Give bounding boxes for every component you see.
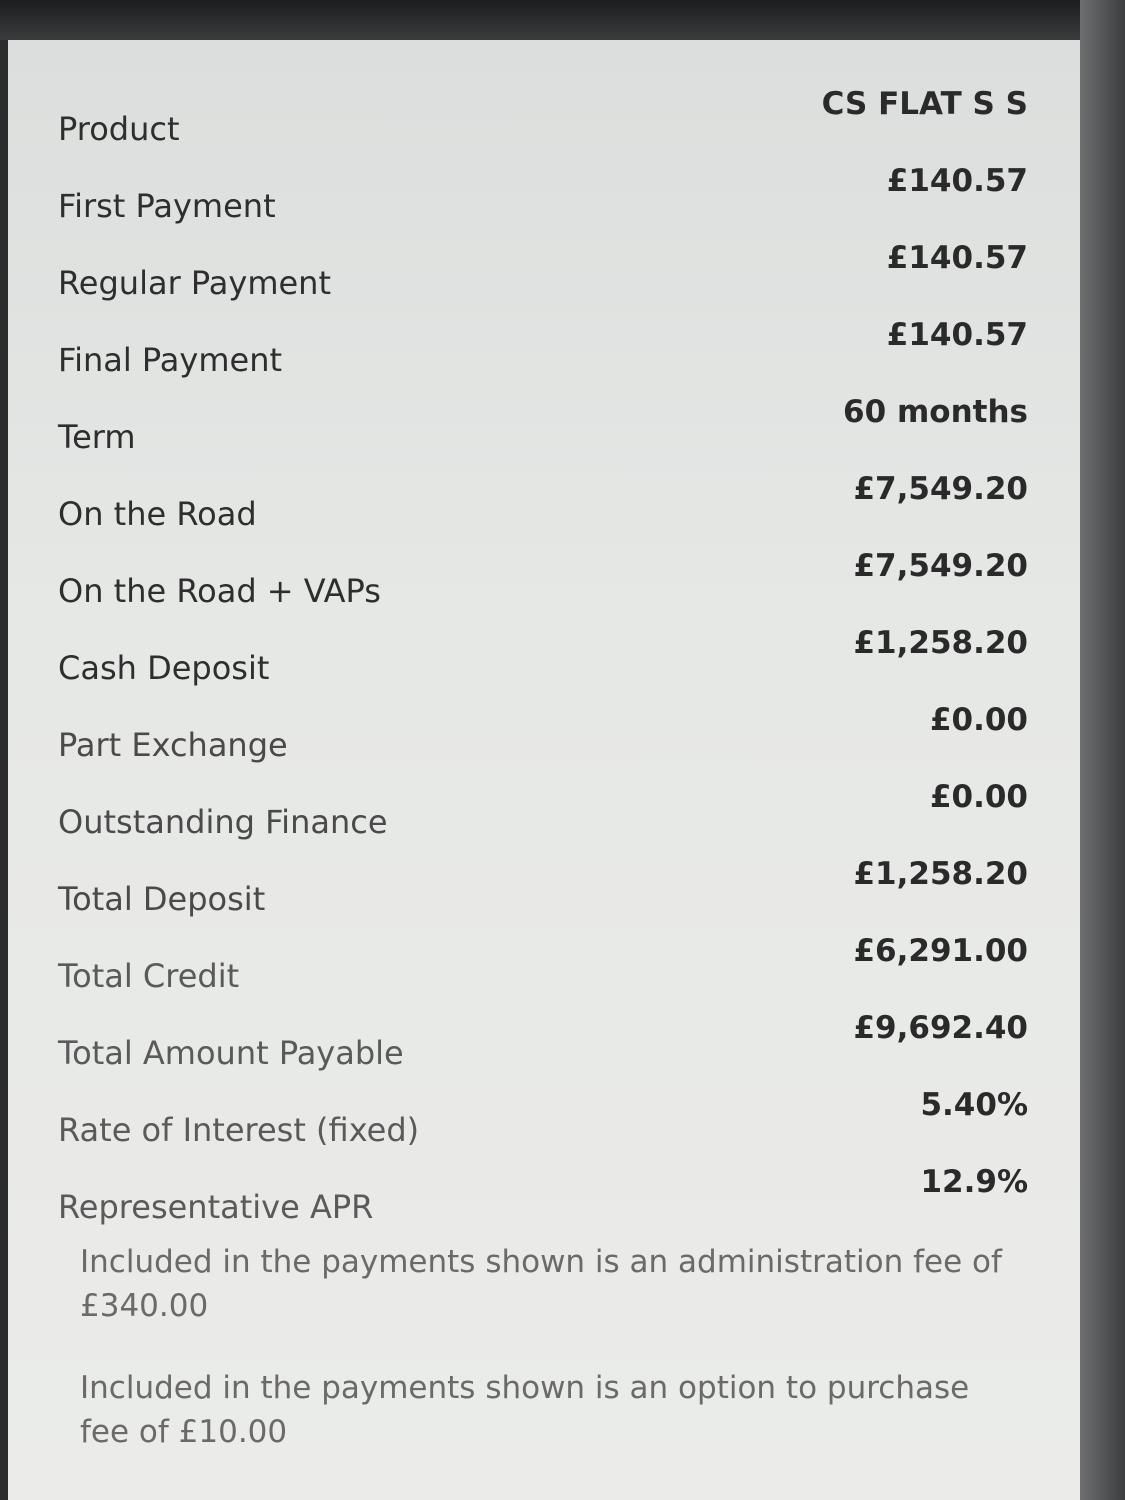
row-cash-deposit [58, 619, 1028, 696]
total-deposit-label: Total Deposit [58, 880, 266, 918]
on-the-road-vaps-value: £7,549.20 [853, 548, 1028, 584]
row-final-payment [58, 311, 1028, 388]
final-payment-label: Final Payment [58, 341, 283, 379]
finance-summary-panel [8, 40, 1080, 1500]
administration-fee-note: Included in the payments shown is an administration fee of £340.00 [80, 1244, 1002, 1324]
rate-of-interest-label: Rate of Interest (fixed) [58, 1111, 420, 1149]
regular-payment-label: Regular Payment [58, 264, 331, 302]
rate-of-interest-value: 5.40% [920, 1087, 1028, 1123]
term-label: Term [58, 418, 136, 456]
fee-notes [80, 1240, 1020, 1492]
total-deposit-value: £1,258.20 [853, 856, 1028, 892]
product-value: CS FLAT S S [821, 86, 1028, 122]
outstanding-finance-label: Outstanding Finance [58, 803, 388, 841]
regular-payment-value: £140.57 [886, 240, 1028, 276]
outstanding-finance-value: £0.00 [929, 779, 1028, 815]
total-amount-payable-value: £9,692.40 [853, 1010, 1028, 1046]
screen-bezel-right [1080, 0, 1125, 1500]
part-exchange-value: £0.00 [929, 702, 1028, 738]
first-payment-label: First Payment [58, 187, 276, 225]
row-rate-of-interest [58, 1081, 1028, 1158]
finance-summary-table [58, 80, 1028, 1235]
purchase-option-fee-note: Included in the payments shown is an option to purchase fee of £10.00 [80, 1370, 970, 1450]
on-the-road-vaps-label: On the Road + VAPs [58, 572, 381, 610]
screen-bezel-top [0, 0, 1125, 40]
row-regular-payment [58, 234, 1028, 311]
row-on-the-road [58, 465, 1028, 542]
row-on-the-road-vaps [58, 542, 1028, 619]
row-first-payment [58, 157, 1028, 234]
row-representative-apr [58, 1158, 1028, 1235]
total-amount-payable-label: Total Amount Payable [58, 1034, 404, 1072]
cash-deposit-value: £1,258.20 [853, 625, 1028, 661]
row-term [58, 388, 1028, 465]
total-credit-value: £6,291.00 [853, 933, 1028, 969]
final-payment-value: £140.57 [886, 317, 1028, 353]
row-total-credit [58, 927, 1028, 1004]
total-credit-label: Total Credit [58, 957, 240, 995]
representative-apr-value: 12.9% [920, 1164, 1028, 1200]
row-product [58, 80, 1028, 157]
row-total-amount-payable [58, 1004, 1028, 1081]
on-the-road-value: £7,549.20 [853, 471, 1028, 507]
first-payment-value: £140.57 [886, 163, 1028, 199]
row-outstanding-finance [58, 773, 1028, 850]
on-the-road-label: On the Road [58, 495, 257, 533]
row-part-exchange [58, 696, 1028, 773]
representative-apr-label: Representative APR [58, 1188, 374, 1226]
term-value: 60 months [843, 394, 1028, 430]
part-exchange-label: Part Exchange [58, 726, 288, 764]
row-total-deposit [58, 850, 1028, 927]
product-label: Product [58, 110, 180, 148]
cash-deposit-label: Cash Deposit [58, 649, 270, 687]
